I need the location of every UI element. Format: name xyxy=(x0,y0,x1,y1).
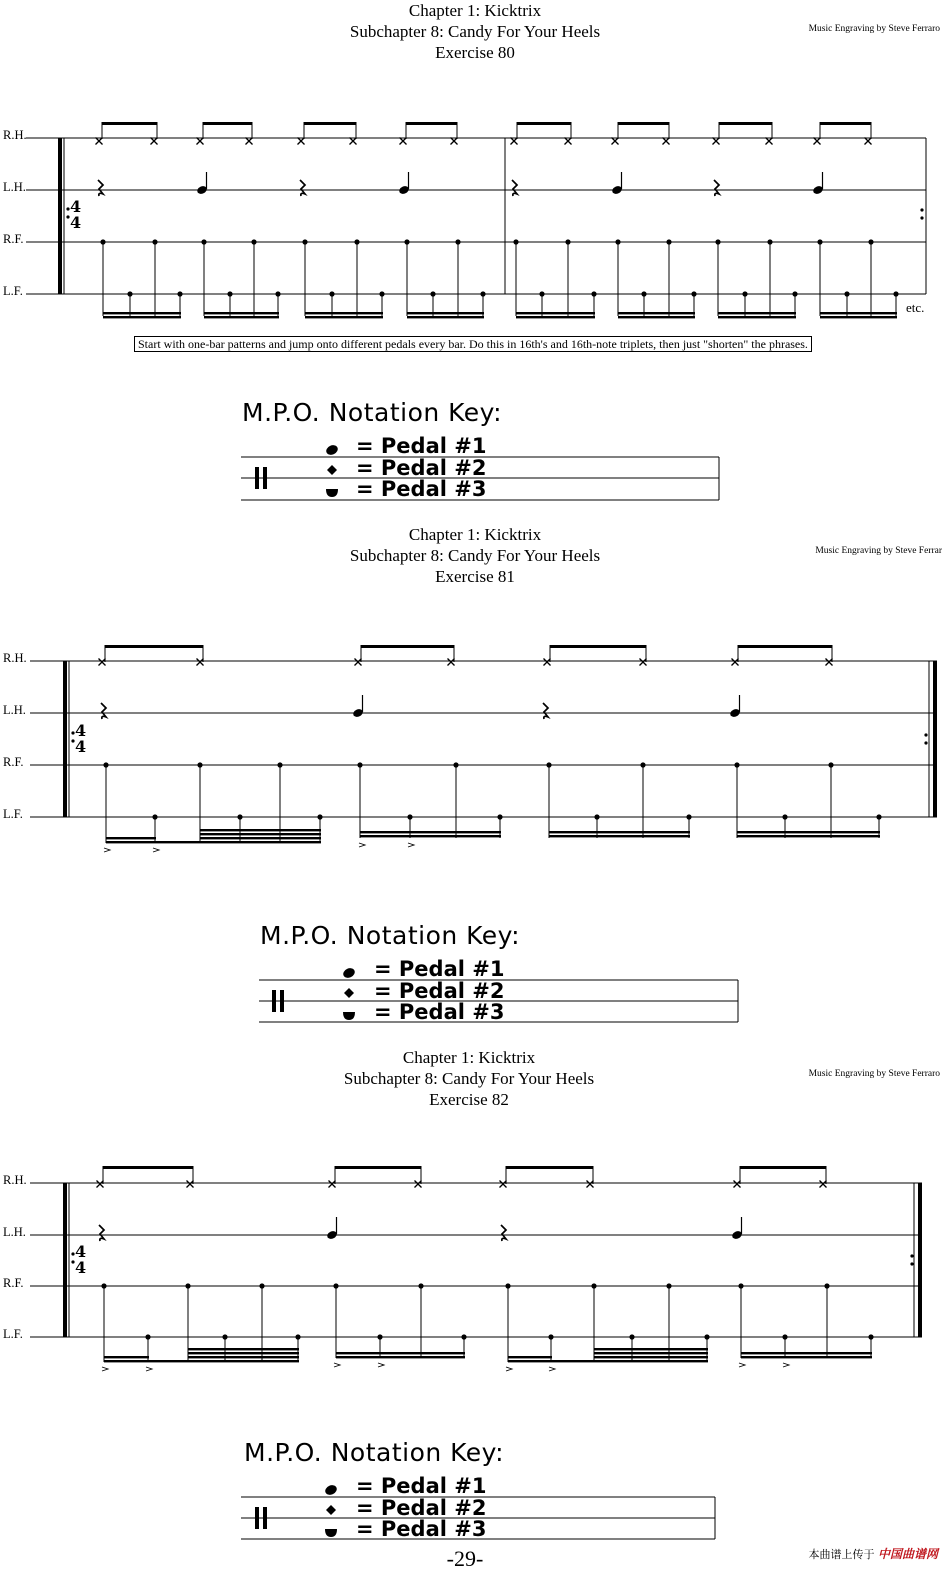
notation-key-title: M.P.O. Notation Key: xyxy=(260,921,521,950)
exercise-81-score xyxy=(3,645,937,852)
label-left-hand: L.H. xyxy=(3,1225,26,1239)
chapter-title: Chapter 1: Kicktrix xyxy=(408,525,542,544)
pedal-2-notehead-icon xyxy=(326,1505,336,1515)
chapter-title: Chapter 1: Kicktrix xyxy=(402,1048,536,1067)
engraving-credit: Music Engraving by Steve Ferraro xyxy=(808,24,940,34)
upload-watermark xyxy=(808,1545,938,1562)
engraving-credit: Music Engraving by Steve Ferraro xyxy=(808,1069,940,1079)
pedal-1-notehead-icon xyxy=(325,443,340,456)
pedal-1-notehead-icon xyxy=(324,1483,339,1496)
instructions-box: Start with one-bar patterns and jump onto different pedals every bar. Do this in 16th's and 16th-note triplets, then just "shorten" the phrases. xyxy=(134,336,812,352)
pedal-1-label: = Pedal #1 xyxy=(374,957,505,981)
label-left-foot: L.F. xyxy=(3,1327,23,1341)
exercise-80-score xyxy=(3,122,926,318)
label-right-hand: R.H. xyxy=(3,128,27,142)
left-hand-notes xyxy=(98,172,824,196)
label-left-hand: L.H. xyxy=(3,180,26,194)
pedal-1-notehead-icon xyxy=(342,966,357,979)
right-hand-eighth-notes xyxy=(99,645,833,666)
right-hand-eighth-notes xyxy=(96,122,872,145)
pedal-3-notehead-icon xyxy=(343,1012,355,1020)
label-right-foot: R.F. xyxy=(3,1276,24,1290)
subchapter-title: Subchapter 8: Candy For Your Heels xyxy=(349,22,601,41)
notation-key-title: M.P.O. Notation Key: xyxy=(242,398,503,427)
left-hand-notes xyxy=(99,1217,743,1241)
watermark-brand: 中国曲谱网 xyxy=(877,1547,938,1561)
feet-sixteenth-notes xyxy=(103,762,881,852)
pedal-1-label: = Pedal #1 xyxy=(356,1474,487,1498)
feet-sixteenth-notes xyxy=(100,239,898,318)
pedal-1-label: = Pedal #1 xyxy=(356,434,487,458)
svg-text:4: 4 xyxy=(75,721,87,740)
pedal-3-notehead-icon xyxy=(326,489,338,497)
page-number: -29- xyxy=(446,1546,484,1571)
watermark-prefix: 本曲谱上传于 xyxy=(808,1548,875,1561)
svg-text:4: 4 xyxy=(75,1242,87,1261)
svg-text:4: 4 xyxy=(75,737,87,756)
left-hand-notes xyxy=(101,695,741,719)
chapter-title: Chapter 1: Kicktrix xyxy=(408,1,542,20)
exercise-82-score xyxy=(3,1166,922,1371)
exercise-title: Exercise 81 xyxy=(435,567,515,586)
feet-sixteenth-notes xyxy=(101,1283,873,1371)
pedal-3-label: = Pedal #3 xyxy=(356,477,487,501)
label-right-foot: R.F. xyxy=(3,232,24,246)
pedal-2-label: = Pedal #2 xyxy=(356,1496,487,1520)
label-right-hand: R.H. xyxy=(3,1173,27,1187)
etc-label: etc. xyxy=(906,300,925,315)
exercise-title: Exercise 82 xyxy=(429,1090,509,1109)
label-left-foot: L.F. xyxy=(3,284,23,298)
pedal-2-label: = Pedal #2 xyxy=(356,456,487,480)
pedal-2-notehead-icon xyxy=(344,988,354,998)
notation-key-title: M.P.O. Notation Key: xyxy=(244,1438,505,1467)
subchapter-title: Subchapter 8: Candy For Your Heels xyxy=(349,546,601,565)
svg-text:4: 4 xyxy=(75,1258,87,1277)
label-right-foot: R.F. xyxy=(3,755,24,769)
subchapter-title: Subchapter 8: Candy For Your Heels xyxy=(343,1069,595,1088)
time-signature: 4 xyxy=(70,197,82,216)
label-left-hand: L.H. xyxy=(3,703,26,717)
exercise-title: Exercise 80 xyxy=(435,43,515,62)
label-left-foot: L.F. xyxy=(3,807,23,821)
right-hand-eighth-notes xyxy=(97,1166,827,1188)
pedal-2-label: = Pedal #2 xyxy=(374,979,505,1003)
pedal-3-notehead-icon xyxy=(325,1529,337,1537)
pedal-2-notehead-icon xyxy=(327,465,337,475)
pedal-3-label: = Pedal #3 xyxy=(356,1517,487,1541)
engraving-credit: Music Engraving by Steve Ferrar xyxy=(815,546,942,556)
pedal-3-label: = Pedal #3 xyxy=(374,1000,505,1024)
label-right-hand: R.H. xyxy=(3,651,27,665)
svg-text:4: 4 xyxy=(70,213,82,232)
